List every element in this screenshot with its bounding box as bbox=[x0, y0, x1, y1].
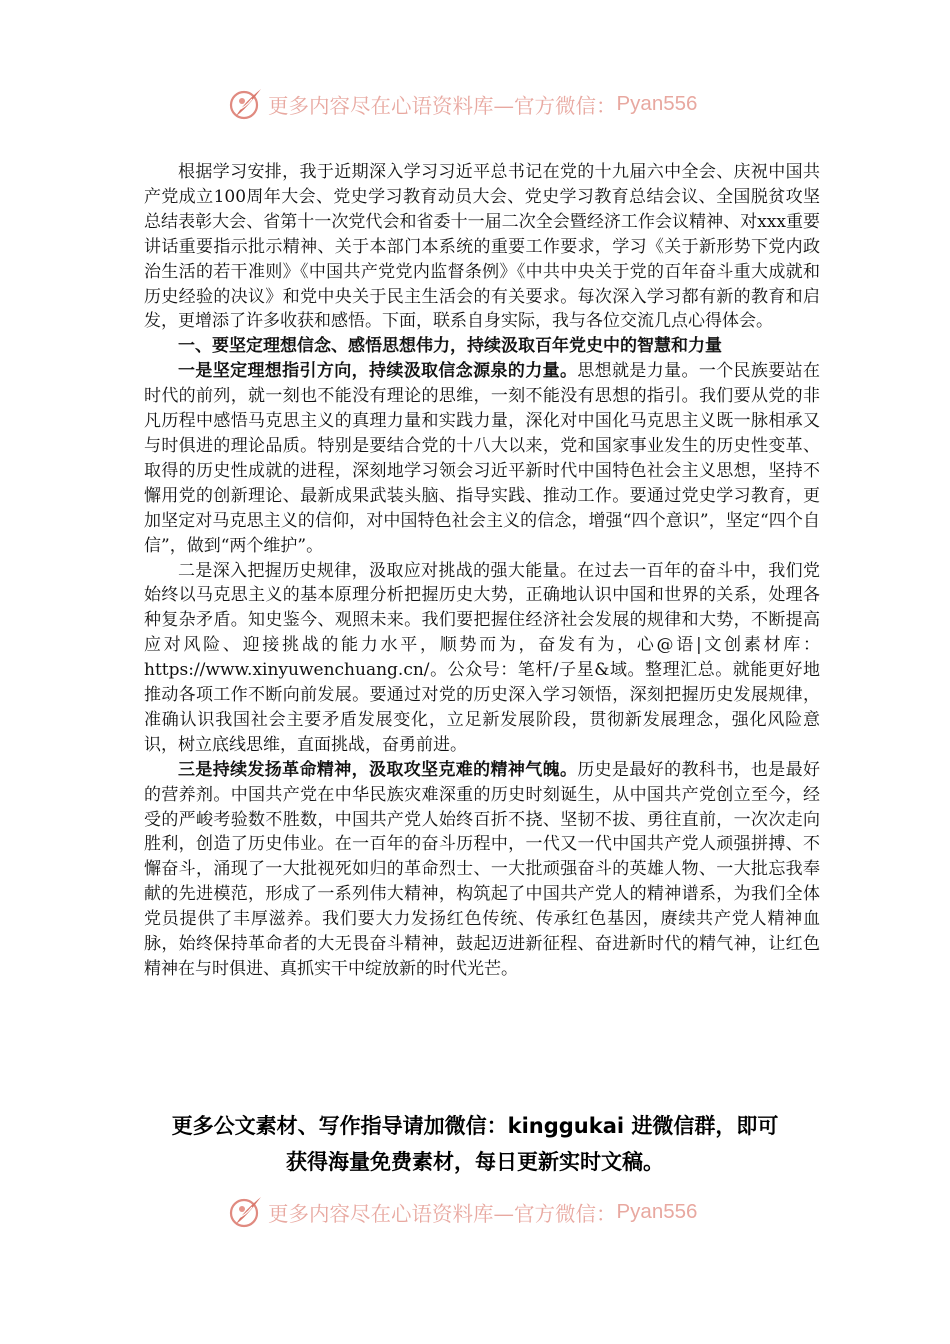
paragraph-point-2: 二是深入把握历史规律，汲取应对挑战的强大能量。在过去一百年的奋斗中，我们党始终以马克思主义的基本原理分析把握历史大势，正确地认识中国和世界的关系，处理各种复杂矛盾。知史鉴今、观照未来。我们要把握住经济社会发展的规律和大势，不断提高应对风险、迎接挑战的能力水平，顺势而为，奋发有为，心@语|文创素材库：https://www.xinyuwenchuang.cn/。公众号：笔杆/子星&域。整理汇总。就能更好地推动各项工作不断向前发展。要通过对党的历史深入学习领悟，深刻把握历史发展规律，准确认识我国社会主要矛盾发展变化，立足新发展阶段，贯彻新发展理念，强化风险意识，树立底线思维，直面挑战，奋勇前进。 bbox=[144, 560, 820, 755]
banner-account: Pyan556 bbox=[616, 92, 698, 115]
paragraph-intro: 根据学习安排，我于近期深入学习习近平总书记在党的十九届六中全会、庆祝中国共产党成立100周年大会、党史学习教育动员大会、党史学习教育总结会议、全国脱贫攻坚总结表彰大会、省第十一次党代会和省委十一届二次全会暨经济工作会议精神、对xxx重要讲话重要指示批示精神、关于本部门本系统的重要工作要求，学习《关于新形势下党内政治生活的若干准则》《中国共产党党内监督条例》《中共中央关于党的百年奋斗重大成就和历史经验的决议》和党中央关于民主生活会的有关要求。每次深入学习都有新的教育和启发，更增添了许多收获和感悟。下面，联系自身实际，我与各位交流几点心得体会。 bbox=[144, 162, 820, 332]
promo-note bbox=[100, 1108, 850, 1180]
section-heading: 一、要坚定理想信念、感悟思想伟力，持续汲取百年党史中的智慧和力量 bbox=[178, 336, 722, 357]
article-body bbox=[144, 160, 820, 982]
banner-text: 更多内容尽在心语资料库—官方微信： bbox=[268, 94, 617, 118]
quill-logo-icon bbox=[228, 86, 264, 122]
quill-logo-icon bbox=[228, 1194, 264, 1230]
paragraph-point-1: 一是坚定理想指引方向，持续汲取信念源泉的力量。思想就是力量。一个民族要站在时代的前列，就一刻也不能没有理论的思维，一刻不能没有思想的指引。我们要从党的非凡历程中感悟马克思主义的真理力量和实践力量，深化对中国化马克思主义既一脉相承又与时俱进的理论品质。特别是要结合党的十八大以来，党和国家事业发生的历史性变革、取得的历史性成就的进程，深刻地学习领会习近平新时代中国特色社会主义思想，坚持不懈用党的创新理论、最新成果武装头脑、指导实践、推动工作。要通过党史学习教育，更加坚定对马克思主义的信仰，对中国特色社会主义的信念，增强“四个意识”，坚定“四个自信”，做到“两个维护”。 bbox=[144, 361, 821, 556]
footer-banner bbox=[228, 1192, 748, 1232]
banner-text: 更多内容尽在心语资料库—官方微信： bbox=[268, 1202, 617, 1226]
paragraph-point-3: 三是持续发扬革命精神，汲取攻坚克难的精神气魄。历史是最好的教科书，也是最好的营养剂。中国共产党在中华民族灾难深重的历史时刻诞生，从中国共产党创立至今，经受的严峻考验数不胜数，中国共产党人始终百折不挠、坚韧不拔、勇往直前，一次次走向胜利，创造了历史伟业。在一百年的奋斗历程中，一代又一代中国共产党人顽强拼搏、不懈奋斗，涌现了一大批视死如归的革命烈士、一大批顽强奋斗的英雄人物、一大批忘我奉献的先进模范，形成了一系列伟大精神，构筑起了中国共产党人的精神谱系，为我们全体党员提供了丰厚滋养。我们要大力发扬红色传统、传承红色基因，赓续共产党人精神血脉，始终保持革命者的大无畏奋斗精神，鼓起迈进新征程、奋进新时代的精气神，让红色精神在与时俱进、真抓实干中绽放新的时代光芒。 bbox=[144, 759, 821, 979]
header-banner bbox=[228, 84, 748, 124]
promo-line-1: 更多公文素材、写作指导请加微信：kinggukai 进微信群，即可 bbox=[171, 1114, 779, 1138]
promo-line-2: 获得海量免费素材，每日更新实时文稿。 bbox=[286, 1150, 664, 1174]
banner-account: Pyan556 bbox=[616, 1200, 698, 1223]
